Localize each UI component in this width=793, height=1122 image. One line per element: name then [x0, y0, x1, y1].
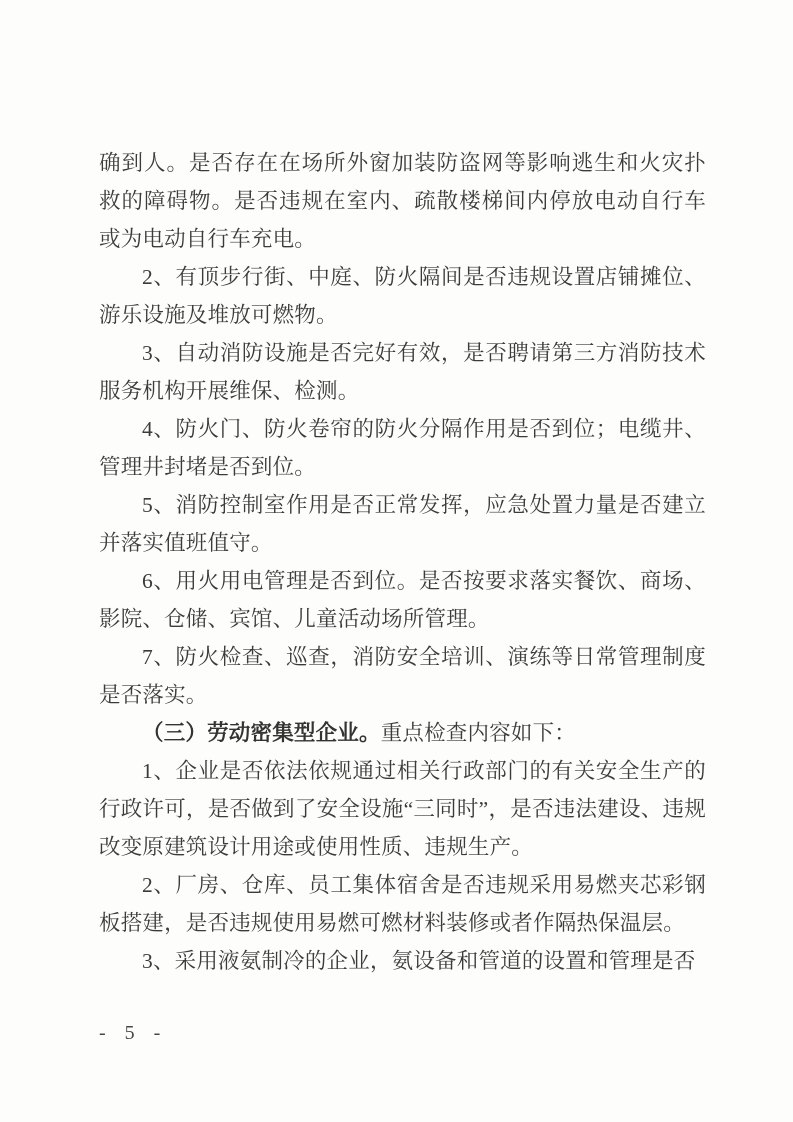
paragraph-continuation-escape-obstruction: 确到人。是否存在在场所外窗加装防盗网等影响逃生和火灾扑救的障碍物。是否违规在室内、疏散楼梯间内停放电动自行车或为电动自行车充电。 — [99, 151, 706, 251]
document-body — [99, 144, 706, 980]
fire-check-item-3-auto-fire-facilities: 3、自动消防设施是否完好有效，是否聘请第三方消防技术服务机构开展维保、检测。 — [99, 341, 706, 403]
enterprise-item-2-flammable-sandwich-panels: 2、厂房、仓库、员工集体宿舍是否违规采用易燃夹芯彩钢板搭建，是否违规使用易燃可燃材料装修或者作隔热保温层。 — [99, 873, 706, 935]
fire-check-item-4-fire-doors: 4、防火门、防火卷帘的防火分隔作用是否到位；电缆井、管理井封堵是否到位。 — [99, 417, 706, 479]
enterprise-item-1-administrative-licensing: 1、企业是否依法依规通过相关行政部门的有关安全生产的行政许可，是否做到了安全设施“三同时”，是否违法建设、违规改变原建筑设计用途或使用性质、违规生产。 — [99, 759, 706, 859]
page-number: - 5 - — [99, 1022, 168, 1044]
section-heading-labor-intensive-enterprises — [99, 714, 706, 752]
fire-check-item-7-daily-management: 7、防火检查、巡查，消防安全培训、演练等日常管理制度是否落实。 — [99, 645, 706, 707]
section-heading-bold-label: （三）劳动密集型企业。 — [142, 721, 381, 745]
fire-check-item-2-pedestrian-street: 2、有顶步行街、中庭、防火隔间是否违规设置店铺摊位、游乐设施及堆放可燃物。 — [99, 265, 706, 327]
section-heading-trailing-text: 重点检查内容如下： — [380, 721, 577, 745]
fire-check-item-6-fire-electricity-management: 6、用火用电管理是否到位。是否按要求落实餐饮、商场、影院、仓储、宾馆、儿童活动场所管理。 — [99, 569, 706, 631]
enterprise-item-3-liquid-ammonia: 3、采用液氨制冷的企业，氨设备和管道的设置和管理是否 — [142, 949, 696, 973]
fire-check-item-5-control-room: 5、消防控制室作用是否正常发挥，应急处置力量是否建立并落实值班值守。 — [99, 493, 706, 555]
